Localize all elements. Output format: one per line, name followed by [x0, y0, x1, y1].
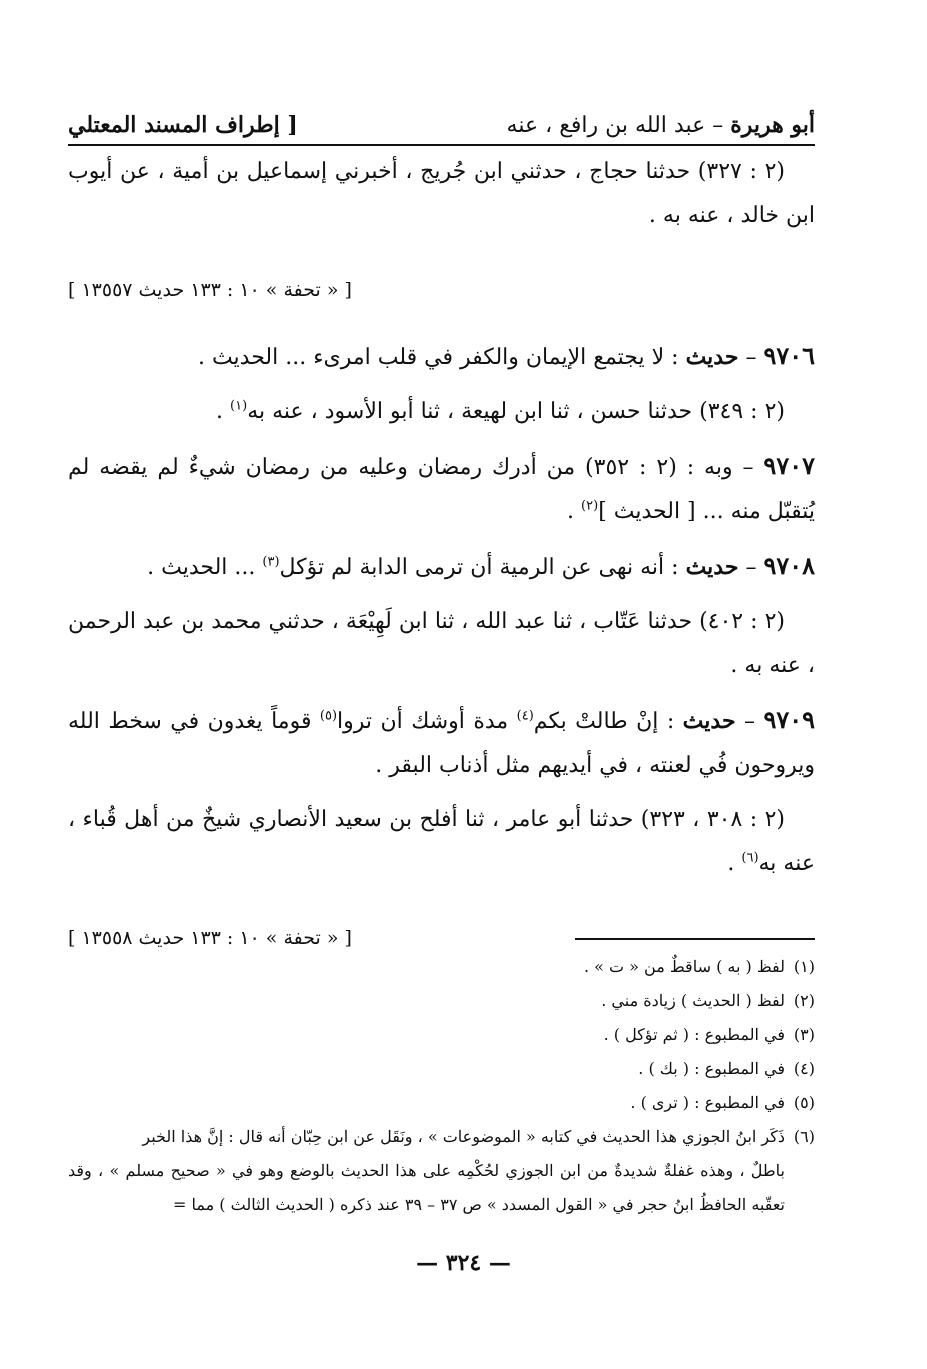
- footnote-marker[interactable]: (٢): [581, 498, 599, 514]
- isnad-line: عنه به .: [730, 653, 801, 678]
- hadith-9707: ٩٧٠٧ – وبه : (٢ : ٣٥٢) من أدرك رمضان وعليه من رمضان شيءٌ لم يقضه لم يُتقبّل منه ... [ الحديث ]$^{(٢)}$ .: [68, 451, 815, 524]
- isnad-9708: [68, 600, 815, 688]
- hadith-text: ... الحديث .: [147, 555, 263, 580]
- hadith-text: قوماً يغدون في سخط الله ويروحون فُي لعنته ، في أيديهم مثل أذناب البقر .: [68, 709, 815, 778]
- running-header: [68, 98, 815, 146]
- isnad-9705: [68, 150, 815, 238]
- header-book-title: [ إطراف المسند المعتلي: [68, 112, 298, 138]
- hadith-text: مدة أوشك أن تروا: [337, 709, 517, 734]
- isnad-line: (٢ : ٤٠٢) حدثنا عَتّاب ، ثنا عبد الله ، ثنا ابن لَهِيْعَة ، حدثني محمد بن عبد الرحمن ،: [68, 609, 815, 678]
- footnote-marker[interactable]: (٦): [741, 850, 759, 866]
- hadith-number: ٩٧٠٦: [763, 341, 815, 370]
- dash: –: [745, 555, 757, 580]
- hadith-keyword: حديث: [685, 344, 739, 370]
- hadith-text: : إنْ طالتْ بكم: [533, 709, 683, 734]
- page-number: — ٣٢٤ —: [416, 1250, 511, 1276]
- footnote-number: (٥): [793, 1093, 815, 1112]
- footnote-4: [68, 1052, 815, 1086]
- header-chapter: [507, 112, 815, 138]
- hadith-number: ٩٧٠٧: [763, 451, 815, 480]
- header-chapter-sub: – عبد الله بن رافع ، عنه: [506, 113, 731, 138]
- footnote-marker[interactable]: (٤): [516, 708, 534, 724]
- footnotes: [68, 950, 815, 1222]
- header-chapter-title: أبو هريرة: [730, 112, 815, 138]
- footnote-text: لفظ ( به ) ساقطٌ من « ت » .: [583, 957, 785, 976]
- footnote-5: [68, 1086, 815, 1120]
- isnad-text: (٢ : ٣٤٩) حدثنا حسن ، ثنا ابن لهيعة ، ثنا أبو الأسود ، عنه به: [247, 399, 785, 424]
- hadith-text: – وبه : (٢ : ٣٥٢) من أدرك رمضان وعليه من رمضان شيءٌ لم يقضه لم يُتقبّل منه ... [ الحديث ]: [68, 455, 815, 524]
- isnad-line: ابن خالد ، عنه به .: [648, 203, 815, 228]
- footnote-number: (٢): [793, 991, 815, 1010]
- hadith-keyword: حديث: [682, 708, 736, 734]
- hadith-9706: [68, 334, 815, 380]
- footnote-number: (١): [793, 957, 815, 976]
- hadith-9708: [68, 544, 815, 590]
- footnote-text: لفظ ( الحديث ) زيادة مني .: [601, 991, 785, 1010]
- footnote-3: [68, 1018, 815, 1052]
- hadith-number: ٩٧٠٩: [763, 705, 816, 734]
- tuhfa-reference: [ « تحفة » ١٠ : ١٣٣ حديث ١٣٥٥٨ ]: [68, 927, 352, 949]
- footnote-marker[interactable]: (١): [230, 398, 248, 414]
- footnote-marker[interactable]: (٥): [319, 708, 338, 724]
- isnad-9709: (٢ : ٣٠٨ ، ٣٢٣) حدثنا أبو عامر ، ثنا أفلح بن سعيد الأنصاري شيخٌ من أهل قُباء ، عنه به$^{(٦)}$ .: [68, 807, 815, 876]
- hadith-9709: [68, 698, 815, 788]
- footnote-marker[interactable]: (٣): [262, 554, 280, 570]
- hadith-text: : أنه نهى عن الرمية أن ترمى الدابة لم تؤكل: [279, 555, 686, 580]
- footnote-text: في المطبوع : ( ترى ) .: [630, 1093, 785, 1112]
- hadith-number: ٩٧٠٨: [763, 551, 815, 580]
- hadith-keyword: حديث: [685, 554, 739, 580]
- isnad-text: (٢ : ٣٠٨ ، ٣٢٣) حدثنا أبو عامر ، ثنا أفلح بن سعيد الأنصاري شيخٌ من أهل قُباء ، عنه به: [68, 807, 815, 876]
- footnote-2: [68, 984, 815, 1018]
- footnote-6-continuation: باطلٌ ، وهذه غفلةٌ شديدةٌ من ابن الجوزي لحُكْمِه على هذا الحديث بالوضع وهو في « صحيح مسلم » ، وقد تعقّبه الحافظُ ابنُ حجر في « القول المسدد » ص ٣٧ – ٣٩ عند ذكره ( الحديث الثالث ) مما =: [68, 1161, 785, 1214]
- footnote-1: [68, 950, 815, 984]
- footnote-text: في المطبوع : ( ثم تؤكل ) .: [603, 1025, 785, 1044]
- footnote-text: ذَكَر ابنُ الجوزي هذا الحديث في كتابه « الموضوعات » ، ونَقَل عن ابن حِبّان أنه قال : إنَّ هذا الخبر: [142, 1127, 785, 1146]
- main-text: [68, 150, 815, 960]
- dash: –: [744, 709, 755, 734]
- footnote-text: في المطبوع : ( بك ) .: [638, 1059, 785, 1078]
- footnote-number: (٣): [793, 1025, 815, 1044]
- dash: –: [745, 345, 757, 370]
- isnad-9706: (٢ : ٣٤٩) حدثنا حسن ، ثنا ابن لهيعة ، ثنا أبو الأسود ، عنه به$^{(١)}$ .: [216, 398, 785, 424]
- footnote-number: (٦): [793, 1127, 815, 1146]
- hadith-text: : لا يجتمع الإيمان والكفر في قلب امرىء ... الحديث .: [197, 345, 686, 370]
- isnad-line: (٢ : ٣٢٧) حدثنا حجاج ، حدثني ابن جُريج ، أخبرني إسماعيل بن أمية ، عن أيوب: [68, 159, 785, 184]
- footnote-separator: [575, 938, 815, 940]
- tuhfa-reference: [ « تحفة » ١٠ : ١٣٣ حديث ١٣٥٥٧ ]: [68, 279, 352, 301]
- footnote-number: (٤): [793, 1059, 815, 1078]
- footnote-6: [68, 1120, 815, 1154]
